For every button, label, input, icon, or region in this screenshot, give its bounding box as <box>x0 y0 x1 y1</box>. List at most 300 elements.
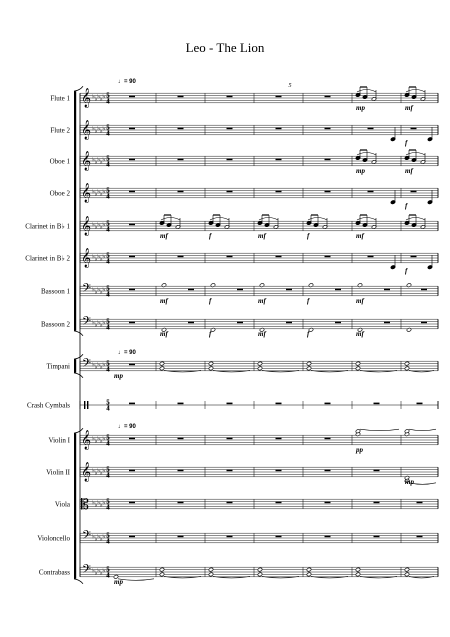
half-note-icon <box>259 283 264 288</box>
half-note-icon <box>308 283 313 288</box>
whole-rest-icon <box>129 224 135 226</box>
flat-icon: ♭ <box>99 158 103 166</box>
tie <box>360 429 399 431</box>
instrument-label: Flute 2 <box>50 126 70 135</box>
flat-icon: ♭ <box>92 319 95 327</box>
dynamic-marking: mf <box>160 231 168 240</box>
half-note-icon <box>210 283 215 288</box>
flat-icon: ♭ <box>97 499 101 507</box>
staff <box>80 93 438 103</box>
whole-rest-icon <box>325 191 331 193</box>
notehead <box>257 567 262 572</box>
time-signature-bottom: 4 <box>106 290 110 299</box>
flat-icon: ♭ <box>102 253 106 261</box>
key-signature-flats-icon <box>92 567 105 577</box>
flat-icon: ♭ <box>99 255 103 263</box>
whole-rest-icon <box>325 470 331 472</box>
alto-clef-icon: 𝄡 <box>81 497 89 513</box>
key-signature-flats-icon <box>92 286 105 296</box>
whole-rest-icon <box>237 322 243 324</box>
notehead <box>355 567 360 572</box>
notehead <box>306 361 311 366</box>
instrument-label: Violin I <box>48 436 70 445</box>
notehead <box>306 366 311 371</box>
time-signature-top: 5 <box>106 465 110 474</box>
flat-icon: ♭ <box>97 188 101 196</box>
flat-icon: ♭ <box>99 469 103 477</box>
time-signature-top: 5 <box>106 91 110 100</box>
key-signature-flats-icon <box>92 221 105 231</box>
whole-rest-icon <box>178 438 184 440</box>
half-note-icon <box>357 283 362 288</box>
half-note-icon <box>406 283 411 288</box>
flat-icon: ♭ <box>94 437 98 445</box>
instrument-label: Violoncello <box>37 534 70 543</box>
notehead <box>208 572 213 577</box>
flat-icon: ♭ <box>92 125 95 133</box>
whole-rest-icon <box>325 536 331 538</box>
time-signature-bottom: 4 <box>106 365 110 374</box>
flat-icon: ♭ <box>92 221 95 229</box>
flat-icon: ♭ <box>92 567 95 575</box>
flat-icon: ♭ <box>94 321 98 329</box>
whole-rest-icon <box>227 256 233 258</box>
whole-rest-icon <box>325 502 331 504</box>
notehead <box>404 366 409 371</box>
half-note-icon <box>406 328 411 333</box>
measure-number: 5 <box>288 83 292 89</box>
whole-rest-icon <box>276 128 282 130</box>
flat-icon: ♭ <box>99 223 103 231</box>
flat-icon: ♭ <box>102 188 106 196</box>
key-signature-flats-icon <box>92 435 105 445</box>
half-note-icon <box>161 283 166 288</box>
whole-rest-icon <box>417 536 423 538</box>
notehead <box>208 361 213 366</box>
whole-rest-icon <box>129 191 135 193</box>
whole-rest-icon <box>276 159 282 161</box>
instrument-label: Oboe 1 <box>49 157 70 166</box>
whole-rest-icon <box>129 438 135 440</box>
flat-icon: ♭ <box>92 286 95 294</box>
flat-icon: ♭ <box>99 288 103 296</box>
flat-icon: ♭ <box>97 253 101 261</box>
staff <box>80 319 438 329</box>
flat-icon: ♭ <box>94 501 98 509</box>
flat-icon: ♭ <box>102 499 106 507</box>
dynamic-marking: mp <box>114 371 123 380</box>
whole-rest-icon <box>276 403 282 405</box>
treble-clef-icon: 𝄞 <box>81 430 92 450</box>
flat-icon: ♭ <box>97 533 101 541</box>
bass-clef-icon: 𝄢 <box>82 529 92 545</box>
flat-icon: ♭ <box>97 125 101 133</box>
dynamic-marking: mp <box>405 477 414 486</box>
whole-rest-icon <box>325 128 331 130</box>
dynamic-marking: mf <box>258 329 266 338</box>
time-signature-bottom: 4 <box>106 129 110 138</box>
whole-rest-icon <box>411 191 417 193</box>
dynamic-marking: mf <box>405 103 413 112</box>
tempo-mark: ♩= 90 <box>118 424 136 430</box>
staff <box>80 286 438 296</box>
whole-rest-icon <box>227 438 233 440</box>
instrument-label: Flute 1 <box>50 94 70 103</box>
flat-icon: ♭ <box>102 319 106 327</box>
instrument-label: Bassoon 1 <box>41 287 70 296</box>
timpani-bracket <box>74 359 76 373</box>
flat-icon: ♭ <box>94 158 98 166</box>
score-title: Leo - The Lion <box>185 40 265 55</box>
notehead <box>404 361 409 366</box>
time-signature-bottom: 4 <box>106 257 110 266</box>
time-signature-top: 5 <box>106 433 110 442</box>
dynamic-marking: f <box>209 231 212 240</box>
whole-rest-icon <box>129 364 135 366</box>
flat-icon: ♭ <box>102 467 106 475</box>
flat-icon: ♭ <box>94 190 98 198</box>
whole-rest-icon <box>384 289 390 291</box>
instrument-label: Viola <box>54 500 70 509</box>
dynamic-marking: mf <box>356 231 364 240</box>
whole-rest-icon <box>368 191 374 193</box>
key-signature-flats-icon <box>92 253 105 263</box>
whole-rest-icon <box>227 470 233 472</box>
bass-clef-icon: 𝄢 <box>82 357 92 373</box>
dynamic-marking: f <box>209 329 212 338</box>
flat-icon: ♭ <box>99 535 103 543</box>
whole-rest-icon <box>129 159 135 161</box>
flat-icon: ♭ <box>92 188 95 196</box>
flat-icon: ♭ <box>92 467 95 475</box>
key-signature-flats-icon <box>92 467 105 477</box>
treble-clef-icon: 𝄞 <box>81 462 92 482</box>
flat-icon: ♭ <box>94 288 98 296</box>
dynamic-marking: mf <box>258 296 266 305</box>
whole-rest-icon <box>421 322 427 324</box>
treble-clef-icon: 𝄞 <box>81 120 92 140</box>
whole-rest-icon <box>178 256 184 258</box>
dynamic-marking: mp <box>356 166 365 175</box>
flat-icon: ♭ <box>99 569 103 577</box>
whole-rest-icon <box>276 96 282 98</box>
time-signature-top: 5 <box>106 284 110 293</box>
flat-icon: ♭ <box>94 469 98 477</box>
whole-rest-icon <box>178 159 184 161</box>
whole-rest-icon <box>188 322 194 324</box>
time-signature-bottom: 4 <box>106 537 110 546</box>
dynamic-marking: f <box>405 201 408 210</box>
dynamic-marking: mp <box>356 103 365 112</box>
whole-rest-icon <box>276 256 282 258</box>
key-signature-flats-icon <box>92 361 105 371</box>
instrument-label: Timpani <box>46 362 70 371</box>
instrument-label: Oboe 2 <box>49 189 70 198</box>
key-signature-flats-icon <box>92 533 105 543</box>
whole-rest-icon <box>227 191 233 193</box>
treble-clef-icon: 𝄞 <box>81 183 92 203</box>
whole-rest-icon <box>129 403 135 405</box>
dynamic-marking: mf <box>160 329 168 338</box>
tempo-mark: ♩= 90 <box>118 350 136 356</box>
strings-bracket-bottom <box>74 579 83 584</box>
whole-rest-icon <box>178 470 184 472</box>
treble-clef-icon: 𝄞 <box>81 151 92 171</box>
staff <box>80 125 438 135</box>
staff <box>80 188 438 198</box>
time-signature-bottom: 4 <box>106 571 110 580</box>
whole-rest-icon <box>129 536 135 538</box>
flat-icon: ♭ <box>92 93 95 101</box>
staff <box>80 467 438 477</box>
whole-rest-icon <box>129 96 135 98</box>
whole-rest-icon <box>325 438 331 440</box>
time-signature-top: 5 <box>106 531 110 540</box>
flat-icon: ♭ <box>97 319 101 327</box>
flat-icon: ♭ <box>97 221 101 229</box>
flat-icon: ♭ <box>97 567 101 575</box>
whole-rest-icon <box>411 256 417 258</box>
staff <box>80 533 438 543</box>
flat-icon: ♭ <box>94 535 98 543</box>
instrument-label: Violin II <box>46 468 70 477</box>
dynamic-marking: f <box>307 231 310 240</box>
whole-rest-icon <box>368 256 374 258</box>
flat-icon: ♭ <box>92 361 95 369</box>
time-signature-top: 5 <box>106 497 110 506</box>
whole-rest-icon <box>335 322 341 324</box>
notehead <box>257 572 262 577</box>
treble-clef-icon: 𝄞 <box>81 248 92 268</box>
notehead <box>159 366 164 371</box>
dynamic-marking: f <box>405 138 408 147</box>
key-signature-flats-icon <box>92 156 105 166</box>
notehead <box>208 366 213 371</box>
whole-rest-icon <box>411 128 417 130</box>
key-signature-flats-icon <box>92 125 105 135</box>
notehead <box>404 572 409 577</box>
dynamic-marking: mf <box>258 231 266 240</box>
flat-icon: ♭ <box>97 156 101 164</box>
time-signature-bottom: 4 <box>106 323 110 332</box>
treble-clef-icon: 𝄞 <box>81 88 92 108</box>
flat-icon: ♭ <box>97 93 101 101</box>
dynamic-marking: f <box>307 329 310 338</box>
time-signature-bottom: 4 <box>106 160 110 169</box>
whole-rest-icon <box>276 536 282 538</box>
time-signature-top: 5 <box>106 123 110 132</box>
whole-rest-icon <box>421 289 427 291</box>
whole-rest-icon <box>129 322 135 324</box>
flat-icon: ♭ <box>92 156 95 164</box>
dynamic-marking: mp <box>114 577 123 586</box>
whole-rest-icon <box>276 470 282 472</box>
dynamic-marking: pp <box>356 445 363 454</box>
notehead <box>355 361 360 366</box>
instrument-label: Bassoon 2 <box>41 320 70 329</box>
whole-rest-icon <box>374 536 380 538</box>
whole-rest-icon <box>227 502 233 504</box>
instrument-label: Contrabass <box>38 568 70 577</box>
whole-rest-icon <box>368 128 374 130</box>
notehead <box>257 361 262 366</box>
flat-icon: ♭ <box>102 93 106 101</box>
whole-rest-icon <box>237 289 243 291</box>
flat-icon: ♭ <box>99 437 103 445</box>
flat-icon: ♭ <box>92 435 95 443</box>
flat-icon: ♭ <box>92 499 95 507</box>
time-signature-top: 5 <box>106 251 110 260</box>
strings-bracket <box>74 433 76 579</box>
whole-rest-icon <box>325 96 331 98</box>
time-signature-bottom: 4 <box>106 439 110 448</box>
time-signature-bottom: 4 <box>106 471 110 480</box>
time-signature-top: 5 <box>106 186 110 195</box>
dynamic-marking: f <box>307 296 310 305</box>
flat-icon: ♭ <box>94 363 98 371</box>
whole-rest-icon <box>129 128 135 130</box>
time-signature-top: 5 <box>106 565 110 574</box>
time-signature-top: 5 <box>106 317 110 326</box>
flat-icon: ♭ <box>99 321 103 329</box>
flat-icon: ♭ <box>94 569 98 577</box>
flat-icon: ♭ <box>94 255 98 263</box>
flat-icon: ♭ <box>97 467 101 475</box>
flat-icon: ♭ <box>102 361 106 369</box>
flat-icon: ♭ <box>102 567 106 575</box>
key-signature-flats-icon <box>92 319 105 329</box>
notehead <box>257 366 262 371</box>
tie <box>409 429 436 431</box>
whole-rest-icon <box>417 403 423 405</box>
flat-icon: ♭ <box>99 95 103 103</box>
notehead <box>355 572 360 577</box>
whole-rest-icon <box>178 96 184 98</box>
flat-icon: ♭ <box>97 435 101 443</box>
time-signature-top: 5 <box>106 219 110 228</box>
whole-rest-icon <box>227 128 233 130</box>
woodwind-bracket <box>74 91 76 331</box>
flat-icon: ♭ <box>97 361 101 369</box>
whole-rest-icon <box>227 159 233 161</box>
notehead <box>159 572 164 577</box>
bass-clef-icon: 𝄢 <box>82 563 92 579</box>
whole-rest-icon <box>129 256 135 258</box>
instrument-label: Clarinet in B♭ 1 <box>25 222 70 231</box>
time-signature-bottom: 4 <box>106 503 110 512</box>
flat-icon: ♭ <box>99 501 103 509</box>
whole-rest-icon <box>129 470 135 472</box>
time-signature-bottom: 4 <box>106 97 110 106</box>
notehead <box>306 567 311 572</box>
whole-rest-icon <box>374 470 380 472</box>
whole-rest-icon <box>374 502 380 504</box>
whole-rest-icon <box>178 191 184 193</box>
flat-icon: ♭ <box>99 127 103 135</box>
flat-icon: ♭ <box>102 156 106 164</box>
timpani-bracket-bottom <box>74 373 83 378</box>
bass-clef-icon: 𝄢 <box>82 315 92 331</box>
woodwind-bracket-bottom <box>74 331 83 336</box>
whole-rest-icon <box>374 403 380 405</box>
percussion-clef-icon <box>87 401 88 409</box>
dynamic-marking: mf <box>405 166 413 175</box>
whole-rest-icon <box>325 159 331 161</box>
staff <box>80 499 438 509</box>
flat-icon: ♭ <box>102 533 106 541</box>
key-signature-flats-icon <box>92 188 105 198</box>
flat-icon: ♭ <box>102 435 106 443</box>
flat-icon: ♭ <box>102 221 106 229</box>
key-signature-flats-icon <box>92 499 105 509</box>
percussion-clef-icon <box>84 401 85 409</box>
flat-icon: ♭ <box>94 95 98 103</box>
staff <box>80 435 438 445</box>
flat-icon: ♭ <box>99 363 103 371</box>
notehead <box>404 567 409 572</box>
flat-icon: ♭ <box>99 190 103 198</box>
whole-rest-icon <box>129 289 135 291</box>
flat-icon: ♭ <box>94 127 98 135</box>
notehead <box>208 567 213 572</box>
notehead <box>159 361 164 366</box>
notehead <box>306 572 311 577</box>
tempo-mark: ♩= 90 <box>118 79 136 85</box>
whole-rest-icon <box>325 256 331 258</box>
whole-rest-icon <box>384 322 390 324</box>
notehead <box>355 366 360 371</box>
dynamic-marking: f <box>405 266 408 275</box>
time-signature-bottom: 4 <box>106 404 110 413</box>
flat-icon: ♭ <box>92 533 95 541</box>
staff <box>80 156 438 166</box>
whole-rest-icon <box>227 96 233 98</box>
whole-rest-icon <box>178 502 184 504</box>
time-signature-top: 5 <box>106 398 110 407</box>
dynamic-marking: mf <box>160 296 168 305</box>
whole-rest-icon <box>129 502 135 504</box>
dynamic-marking: mf <box>356 296 364 305</box>
staff <box>80 253 438 263</box>
flat-icon: ♭ <box>94 223 98 231</box>
whole-rest-icon <box>178 128 184 130</box>
instrument-label: Crash Cymbals <box>27 401 70 410</box>
whole-rest-icon <box>286 322 292 324</box>
whole-rest-icon <box>286 289 292 291</box>
time-signature-bottom: 4 <box>106 225 110 234</box>
dynamic-marking: mf <box>356 329 364 338</box>
bass-clef-icon: 𝄢 <box>82 282 92 298</box>
whole-rest-icon <box>325 403 331 405</box>
flat-icon: ♭ <box>92 253 95 261</box>
whole-rest-icon <box>188 289 194 291</box>
time-signature-top: 5 <box>106 359 110 368</box>
whole-rest-icon <box>178 536 184 538</box>
whole-rest-icon <box>227 536 233 538</box>
treble-clef-icon: 𝄞 <box>81 216 92 236</box>
tie <box>118 579 154 581</box>
flat-icon: ♭ <box>97 286 101 294</box>
whole-rest-icon <box>276 502 282 504</box>
whole-rest-icon <box>276 191 282 193</box>
key-signature-flats-icon <box>92 93 105 103</box>
flat-icon: ♭ <box>102 286 106 294</box>
time-signature-bottom: 4 <box>106 192 110 201</box>
time-signature-top: 5 <box>106 154 110 163</box>
whole-rest-icon <box>178 403 184 405</box>
dynamic-marking: f <box>209 296 212 305</box>
whole-rest-icon <box>417 502 423 504</box>
